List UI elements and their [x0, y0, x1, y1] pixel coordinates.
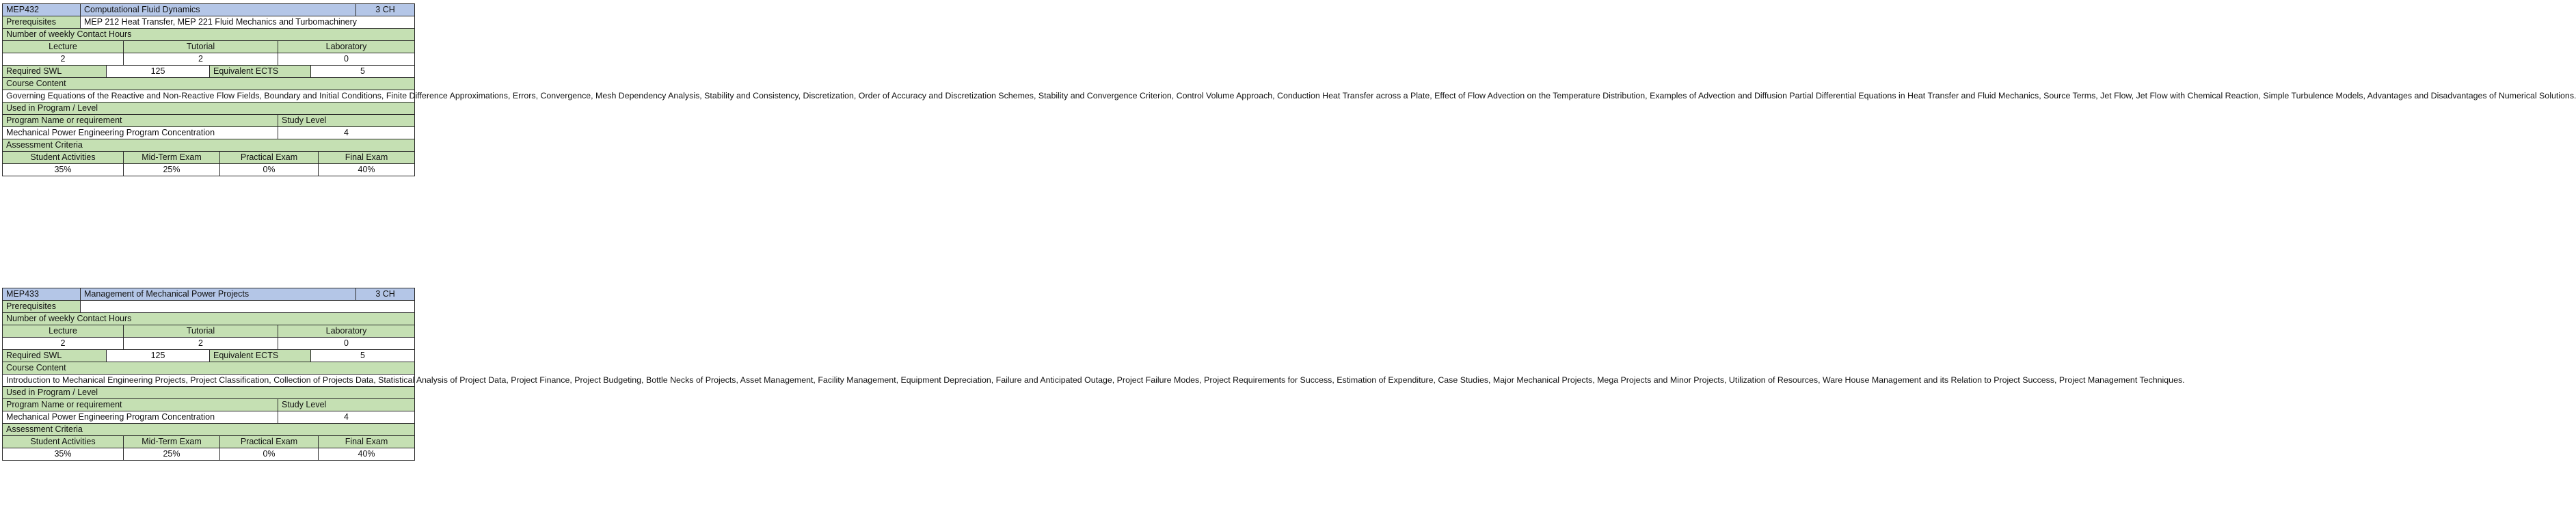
contact-hours-label: Number of weekly Contact Hours	[3, 29, 415, 41]
tutorial-label: Tutorial	[124, 325, 278, 338]
program-name-value: Mechanical Power Engineering Program Concentration	[3, 411, 278, 424]
program-level-header-row	[3, 103, 415, 115]
content-row	[3, 375, 415, 387]
prerequisites-row	[3, 301, 415, 313]
lecture-value: 2	[3, 53, 124, 66]
credit-hours: 3 CH	[356, 288, 415, 301]
midterm-value: 25%	[124, 448, 220, 461]
practical-label: Practical Exam	[220, 152, 319, 164]
lecture-label: Lecture	[3, 41, 124, 53]
assessment-header-row	[3, 424, 415, 436]
student-activities-value: 35%	[3, 448, 124, 461]
practical-label: Practical Exam	[220, 436, 319, 448]
midterm-label: Mid-Term Exam	[124, 436, 220, 448]
midterm-label: Mid-Term Exam	[124, 152, 220, 164]
swl-value: 125	[107, 66, 210, 78]
tutorial-value: 2	[124, 53, 278, 66]
laboratory-label: Laboratory	[278, 41, 415, 53]
laboratory-label: Laboratory	[278, 325, 415, 338]
prerequisites-label: Prerequisites	[3, 301, 81, 313]
course-table-mep432	[2, 3, 2576, 176]
program-name-label: Program Name or requirement	[3, 115, 278, 127]
swl-label: Required SWL	[3, 66, 107, 78]
swl-ects-row	[3, 350, 415, 362]
contact-hours-header-row	[3, 313, 415, 325]
swl-ects-row	[3, 66, 415, 78]
practical-value: 0%	[220, 164, 319, 176]
final-value: 40%	[319, 448, 415, 461]
final-value: 40%	[319, 164, 415, 176]
content-header-row	[3, 78, 415, 90]
content-label: Course Content	[3, 78, 415, 90]
assessment-values-row	[3, 164, 415, 176]
contact-hours-header-row	[3, 29, 415, 41]
lecture-value: 2	[3, 338, 124, 350]
study-level-value: 4	[278, 411, 415, 424]
course-content: Governing Equations of the Reactive and Non-Reactive Flow Fields, Boundary and Initial Conditions, Finite Difference Approximations, Errors, Convergence, Mesh Dependency Analysis, Stability and Consistency, Discretization, Order of Accuracy and Discretization Schemes, Stability and Convergence Criterion, Control Volume Approach, Conduction Heat Transfer across a Plate, Effect of Flow Advection on the Temperature Distribution, Examples of Advection and Diffusion Partial Differential Equations in Heat Transfer and Fluid Mechanics, Source Terms, Jet Flow, Jet Flow with Chemical Reaction, Simple Turbulence Models, Advantages and Disadvantages of Numerical Solutions.	[3, 90, 415, 103]
student-activities-label: Student Activities	[3, 152, 124, 164]
course-table-mep433	[2, 288, 2185, 461]
contact-hours-labels-row	[3, 41, 415, 53]
assessment-labels-row	[3, 152, 415, 164]
tutorial-label: Tutorial	[124, 41, 278, 53]
content-label: Course Content	[3, 362, 415, 375]
prerequisites-value: MEP 212 Heat Transfer, MEP 221 Fluid Mechanics and Turbomachinery	[81, 16, 415, 29]
ects-label: Equivalent ECTS	[210, 66, 311, 78]
prerequisites-row	[3, 16, 415, 29]
course-content: Introduction to Mechanical Engineering Projects, Project Classification, Collection of Projects Data, Statistical Analysis of Project Data, Project Finance, Project Budgeting, Bottle Necks of Projects, Asset Management, Facility Management, Equipment Depreciation, Failure and Anticipated Outage, Project Failure Modes, Project Requirements for Success, Estimation of Expenditure, Case Studies, Major Mechanical Projects, Mega Projects and Minor Projects, Utilization of Resources, Ware House Management and its Relation to Project Success, Project Management Techniques.	[3, 375, 415, 387]
study-level-label: Study Level	[278, 115, 415, 127]
ects-value: 5	[311, 66, 415, 78]
lecture-label: Lecture	[3, 325, 124, 338]
final-label: Final Exam	[319, 152, 415, 164]
program-level-label: Used in Program / Level	[3, 387, 415, 399]
laboratory-value: 0	[278, 338, 415, 350]
course-code: MEP432	[3, 4, 81, 16]
credit-hours: 3 CH	[356, 4, 415, 16]
program-values-row	[3, 411, 415, 424]
course-title: Management of Mechanical Power Projects	[81, 288, 356, 301]
final-label: Final Exam	[319, 436, 415, 448]
swl-label: Required SWL	[3, 350, 107, 362]
program-name-value: Mechanical Power Engineering Program Concentration	[3, 127, 278, 139]
program-level-label: Used in Program / Level	[3, 103, 415, 115]
tutorial-value: 2	[124, 338, 278, 350]
assessment-values-row	[3, 448, 415, 461]
assessment-label: Assessment Criteria	[3, 424, 415, 436]
content-row	[3, 90, 415, 103]
midterm-value: 25%	[124, 164, 220, 176]
assessment-labels-row	[3, 436, 415, 448]
student-activities-value: 35%	[3, 164, 124, 176]
student-activities-label: Student Activities	[3, 436, 124, 448]
study-level-value: 4	[278, 127, 415, 139]
prerequisites-value	[81, 301, 415, 313]
program-level-header-row	[3, 387, 415, 399]
content-header-row	[3, 362, 415, 375]
title-row	[3, 4, 415, 16]
ects-label: Equivalent ECTS	[210, 350, 311, 362]
study-level-label: Study Level	[278, 399, 415, 411]
course-code: MEP433	[3, 288, 81, 301]
laboratory-value: 0	[278, 53, 415, 66]
assessment-header-row	[3, 139, 415, 152]
contact-hours-label: Number of weekly Contact Hours	[3, 313, 415, 325]
prerequisites-label: Prerequisites	[3, 16, 81, 29]
contact-hours-values-row	[3, 53, 415, 66]
assessment-label: Assessment Criteria	[3, 139, 415, 152]
contact-hours-labels-row	[3, 325, 415, 338]
course-title: Computational Fluid Dynamics	[81, 4, 356, 16]
title-row	[3, 288, 415, 301]
program-values-row	[3, 127, 415, 139]
program-name-label: Program Name or requirement	[3, 399, 278, 411]
program-labels-row	[3, 115, 415, 127]
practical-value: 0%	[220, 448, 319, 461]
swl-value: 125	[107, 350, 210, 362]
ects-value: 5	[311, 350, 415, 362]
contact-hours-values-row	[3, 338, 415, 350]
program-labels-row	[3, 399, 415, 411]
